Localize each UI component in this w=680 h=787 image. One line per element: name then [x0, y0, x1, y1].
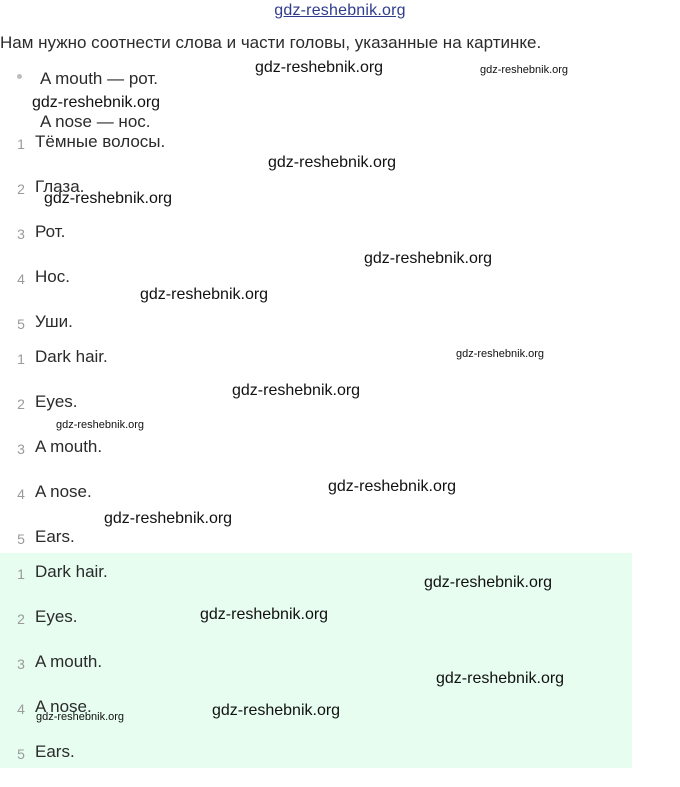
item-text: Ears. [35, 527, 75, 546]
watermark: gdz-reshebnik.org [104, 510, 233, 527]
item-text: Dark hair. [35, 347, 108, 366]
item-text: Eyes. [35, 392, 78, 411]
item-number: 5 [17, 531, 25, 547]
watermark: gdz-reshebnik.org [436, 670, 565, 687]
item-number: 2 [17, 181, 25, 197]
item-text: Глаза. [35, 177, 85, 196]
english-answer-list [0, 347, 632, 572]
bullet-dot [17, 74, 22, 79]
item-number: 3 [17, 226, 25, 242]
site-header [0, 2, 680, 20]
list-item [0, 437, 632, 482]
watermark: gdz-reshebnik.org [255, 59, 384, 76]
clipped-line-text: A nose — нос. [40, 112, 151, 131]
item-number: 1 [17, 136, 25, 152]
item-text: Ears. [35, 742, 75, 761]
list-item [0, 482, 632, 527]
item-text: Dark hair. [35, 562, 108, 581]
watermark: gdz-reshebnik.org [328, 478, 457, 495]
watermark: gdz-reshebnik.org [32, 94, 161, 111]
item-text: Нос. [35, 267, 70, 286]
item-text: A mouth. [35, 437, 103, 456]
watermark: gdz-reshebnik.org [364, 250, 493, 267]
watermark: gdz-reshebnik.org [44, 190, 173, 207]
watermark: gdz-reshebnik.org [456, 348, 545, 360]
item-number: 2 [17, 611, 25, 627]
item-number: 4 [17, 271, 25, 287]
item-text: Тёмные волосы. [35, 132, 166, 151]
item-number: 4 [17, 486, 25, 502]
item-text: Рот. [35, 222, 66, 241]
item-text: A nose. [35, 482, 92, 501]
watermark: gdz-reshebnik.org [232, 382, 361, 399]
item-number: 5 [17, 746, 25, 762]
item-text: Уши. [35, 312, 73, 331]
bullet-item: A mouth — рот. [40, 69, 158, 88]
list-item [0, 267, 632, 312]
watermark: gdz-reshebnik.org [56, 419, 145, 431]
watermark: gdz-reshebnik.org [480, 64, 569, 76]
item-text: Eyes. [35, 607, 78, 626]
item-number: 3 [17, 441, 25, 457]
item-number: 5 [17, 316, 25, 332]
item-number: 1 [17, 566, 25, 582]
item-text: A nose. [35, 697, 92, 716]
item-number: 4 [17, 701, 25, 717]
intro-text: Нам нужно соотнести слова и части головы, указанные на картинке. [0, 33, 542, 52]
watermark: gdz-reshebnik.org [200, 606, 329, 623]
list-item [0, 742, 632, 787]
watermark: gdz-reshebnik.org [140, 286, 269, 303]
watermark: gdz-reshebnik.org [424, 574, 553, 591]
item-number: 3 [17, 656, 25, 672]
watermark: gdz-reshebnik.org [36, 711, 125, 723]
item-number: 2 [17, 396, 25, 412]
site-link[interactable]: gdz-reshebnik.org [274, 2, 406, 19]
list-item [0, 222, 632, 267]
watermark: gdz-reshebnik.org [268, 154, 397, 171]
item-number: 1 [17, 351, 25, 367]
watermark: gdz-reshebnik.org [212, 702, 341, 719]
item-text: A mouth. [35, 652, 103, 671]
